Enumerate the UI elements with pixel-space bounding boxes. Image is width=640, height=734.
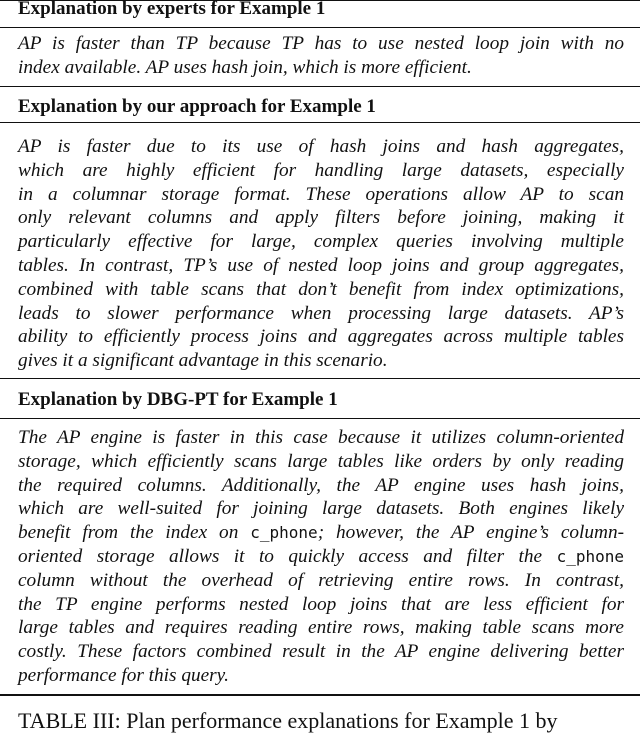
text-line: ability to efficiently process joins and aggregates across multiple tables	[18, 326, 624, 348]
text-line: AP is faster than TP because TP has to use nested loop join with no	[18, 33, 624, 54]
rule	[0, 122, 640, 123]
text-line: combined with table scans that don’t benefit from index optimizations,	[18, 278, 624, 300]
text-line: gives it a significant advantage in this scenario.	[18, 350, 388, 372]
text-line: storage, which efficiently scans large tables like orders by only reading	[18, 450, 624, 472]
section-body-dbg-pt	[18, 426, 624, 688]
text-line: large tables and requires reading entire rows, making table scans more	[18, 617, 624, 639]
text-line: AP is faster due to its use of hash joins and hash aggregates,	[18, 136, 624, 157]
section-header-our-approach: Explanation by our approach for Example 1	[18, 96, 376, 117]
text-line: the TP engine performs nested loop joins that are less efficient for	[18, 593, 624, 615]
text-line: index available. AP uses hash join, which is more efficient.	[18, 56, 472, 78]
text-line: which are highly efficient for handling large datasets, especially	[18, 159, 624, 181]
text-line: The AP engine is faster in this case because it utilizes column-oriented	[18, 427, 624, 448]
text-line: column without the overhead of retrieving entire rows. In contrast,	[18, 569, 624, 591]
text-line: only relevant columns and apply filters before joining, making it	[18, 207, 624, 229]
text-line: in a columnar storage format. These operations allow AP to scan	[18, 183, 624, 205]
text-line: which are well-suited for joining large datasets. Both engines likely	[18, 498, 624, 520]
section-body-experts	[18, 32, 624, 80]
bottom-rule	[0, 694, 640, 696]
text-line: benefit from the index on c_phone; however, the AP engine’s column-	[18, 522, 625, 544]
section-header-dbg-pt: Explanation by DBG-PT for Example 1	[18, 389, 338, 410]
text-line: oriented storage allows it to quickly access and filter the c_phone	[18, 545, 624, 567]
rule	[0, 86, 640, 87]
text-line: costly. These factors combined result in the AP engine delivering better	[18, 641, 624, 663]
rule	[0, 27, 640, 28]
text-line: performance for this query.	[18, 664, 230, 686]
text-line: the required columns. Additionally, the AP engine uses hash joins,	[18, 474, 624, 496]
text-line: tables. In contrast, TP’s use of nested loop joins and group aggregates,	[18, 254, 624, 276]
rule	[0, 378, 640, 379]
section-body-our-approach	[18, 135, 624, 373]
table-caption: TABLE III: Plan performance explanations for Example 1 by	[18, 708, 558, 733]
rule	[0, 418, 640, 419]
text-line: leads to slower performance when processing large datasets. AP’s	[18, 302, 624, 324]
text-line: particularly effective for large, complex queries involving multiple	[18, 231, 624, 253]
section-header-experts: Explanation by experts for Example 1	[18, 0, 326, 19]
